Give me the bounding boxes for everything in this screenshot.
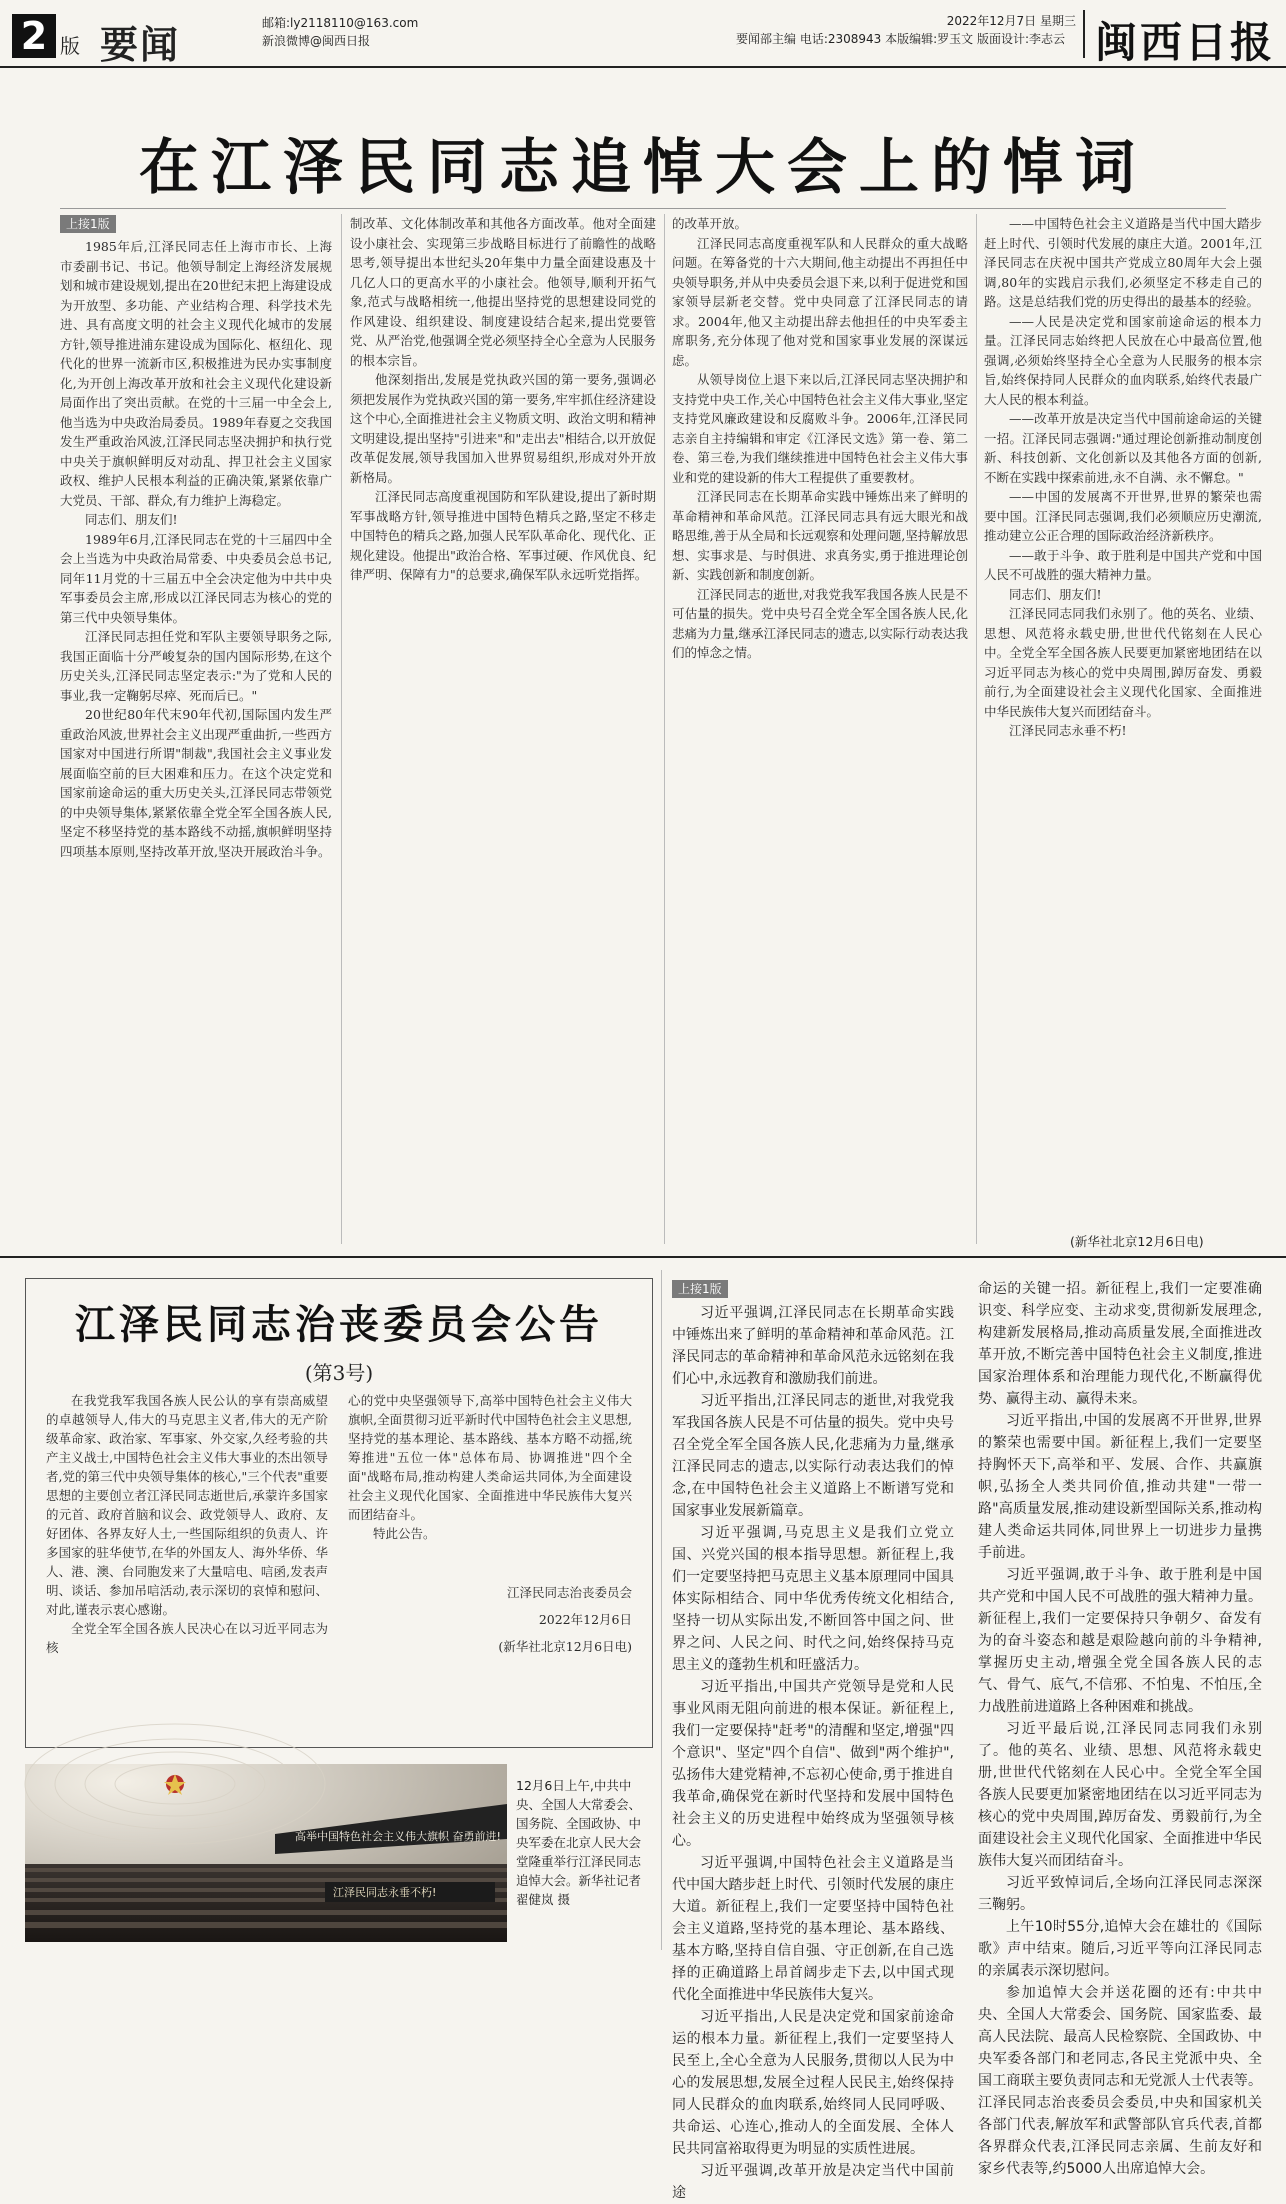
continued-tag: 上接1版	[60, 215, 116, 233]
hall-illustration	[25, 1764, 507, 1942]
issue-date: 2022年12月7日 星期三	[946, 14, 1076, 28]
paragraph: ——人民是决定党和国家前途命运的根本力量。江泽民同志始终把人民放在心中最高位置,他强调,必须始终坚持全心全意为人民服务的根本宗旨,始终保持同人民群众的血肉联系,始终代表最广大人民的根本利益。	[984, 313, 1262, 407]
memorial-photo	[25, 1764, 507, 1942]
continued-tag: 上接1版	[672, 1280, 728, 1298]
weibo: 新浪微博@闽西日报	[262, 34, 371, 48]
paragraph: 习近平致悼词后,全场向江泽民同志深深三鞠躬。	[978, 1875, 1262, 1913]
column-divider	[661, 1270, 662, 1950]
paragraph: 习近平最后说,江泽民同志同我们永别了。他的英名、业绩、思想、风范将永载史册,世世代代铭刻在人民心中。全党全军全国各族人民要更加紧密地团结在以习近平同志为核心的党中央周围,踔厉奋发、勇毅前行,为全面建设社会主义现代化国家、全面推进中华民族伟大复兴而团结奋斗。	[978, 1721, 1262, 1869]
column-divider	[341, 214, 342, 1244]
paragraph: ——中国的发展离不开世界,世界的繁荣也需要中国。江泽民同志强调,我们必须顺应历史潮流,推动建立公正合理的国际政治经济新秩序。	[984, 489, 1262, 543]
paragraph: 同志们、朋友们!	[85, 512, 178, 527]
paragraph: 江泽民同志担任党和军队主要领导职务之际,我国正面临十分严峻复杂的国内国际形势,在这个历史关头,江泽民同志坚定表示:"为了党和人民的事业,我一定鞠躬尽瘁、死而后已。"	[60, 629, 332, 703]
announcement-column-2	[348, 1391, 632, 1656]
eulogy-column-2	[350, 214, 656, 1234]
header-divider	[1083, 10, 1085, 58]
paragraph: 江泽民同志的逝世,对我党我军我国各族人民是不可估量的损失。党中央号召全党全军全国各族人民,化悲痛为力量,继承江泽民同志的遗志,以实际行动表达我们的悼念之情。	[672, 586, 968, 660]
paragraph: 1989年6月,江泽民同志在党的十三届四中全会上当选为中央政治局常委、中央委员会总书记,同年11月党的十三届五中全会决定他为中共中央军事委员会主席,形成以江泽民同志为核心的党的第三代中央领导集体。	[60, 531, 332, 625]
headline: 在江泽民同志追悼大会上的悼词	[139, 133, 1147, 203]
paragraph: 习近平指出,江泽民同志的逝世,对我党我军我国各族人民是不可估量的损失。党中央号召全党全军全国各族人民,化悲痛为力量,继承江泽民同志的遗志,以实际行动表达我们的悼念,在中国特色社会主义道路上不断谱写党和国家事业发展新篇章。	[672, 1393, 954, 1519]
paragraph: 习近平强调,改革开放是决定当代中国前途	[672, 2163, 954, 2201]
paragraph: 同志们、朋友们!	[1009, 586, 1102, 602]
announcement-signature: 江泽民同志治丧委员会	[506, 1585, 632, 1600]
paragraph: 上午10时55分,追悼大会在雄壮的《国际歌》声中结束。随后,习近平等向江泽民同志的亲属表示深切慰问。	[978, 1919, 1262, 1979]
page-unit: 版	[60, 34, 80, 58]
eulogy-column-4	[984, 214, 1262, 1224]
report-column-2	[978, 1278, 1262, 2177]
banner-top-text: 高举中国特色社会主义伟大旗帜 奋勇前进!	[295, 1830, 501, 1843]
paragraph: 习近平强调,中国特色社会主义道路是当代中国大踏步赶上时代、引领时代发展的康庄大道。新征程上,我们一定要坚持中国特色社会主义道路,坚持党的基本理论、基本路线、基本方略,坚持自信自强、守正创新,在自己选择的正确道路上昂首阔步走下去,以中国式现代化全面推进中华民族伟大复兴。	[672, 1855, 954, 2003]
email[interactable]: 邮箱:ly2118110@163.com	[262, 16, 419, 30]
masthead-logo: 闽西日报	[1095, 18, 1276, 67]
photo-caption: 12月6日上午,中共中央、全国人大常委会、国务院、全国政协、中央军委在北京人民大会堂隆重举行江泽民同志追悼大会。新华社记者 翟健岚 摄	[516, 1778, 642, 1907]
paragraph: 江泽民同志高度重视军队和人民群众的重大战略问题。在筹备党的十六大期间,他主动提出不再担任中央领导职务,并从中央委员会退下来,以利于促进党和国家领导层新老交替。党中央同意了江泽民同志的请求。2004年,他又主动提出辞去他担任的中央军委主席职务,充分体现了他对党和国家事业发展的深谋远虑。	[672, 235, 968, 368]
announcement-credit: (新华社北京12月6日电)	[498, 1639, 632, 1654]
paragraph: 制改革、文化体制改革和其他各方面改革。他对全面建设小康社会、实现第三步战略目标进行了前瞻性的战略思考,领导提出本世纪头20年集中力量全面建设惠及十几亿人口的更高水平的小康社会。他领导,顺利开拓气象,范式与战略相统一,他提出坚持党的思想建设同党的作风建设、组织建设、制度建设结合起来,提出党要管党、从严治党,他强调全党必须坚持全心全意为人民服务的根本宗旨。	[350, 216, 656, 368]
announcement-title: 江泽民同志治丧委员会公告	[75, 1301, 603, 1348]
paragraph: 的改革开放。	[672, 216, 748, 231]
eulogy-credit: (新华社北京12月6日电)	[1070, 1234, 1204, 1249]
announcement-box	[25, 1278, 653, 1748]
paragraph: 全党全军全国各族人民决心在以习近平同志为核	[46, 1621, 328, 1655]
paragraph: 习近平强调,马克思主义是我们立党立国、兴党兴国的根本指导思想。新征程上,我们一定要坚持把马克思主义基本原理同中国具体实际相结合、同中华优秀传统文化相结合,坚持一切从实际出发,不断回答中国之问、世界之问、人民之问、时代之问,始终保持马克思主义的蓬勃生机和旺盛活力。	[672, 1525, 954, 1673]
paragraph: 江泽民同志同我们永别了。他的英名、业绩、思想、风范将永载史册,世世代代铭刻在人民心中。全党全军全国各族人民要更加紧密地团结在以习近平同志为核心的党中央周围,踔厉奋发、勇毅前行,为全面建设社会主义现代化国家、全面推进中华民族伟大复兴而团结奋斗。	[984, 606, 1262, 719]
editors-line: 要闻部主编 电话:2308943 本版编辑:罗玉文 版面设计:李志云	[736, 32, 1066, 46]
paragraph: 江泽民同志高度重视国防和军队建设,提出了新时期军事战略方针,领导推进中国特色精兵之路,坚定不移走中国特色的精兵之路,加强人民军队革命化、现代化、正规化建设。他提出"政治合格、军事过硬、作风优良、纪律严明、保障有力"的总要求,确保军队永远听党指挥。	[350, 489, 656, 582]
paragraph: 特此公告。	[373, 1526, 436, 1541]
paragraph: 在我党我军我国各族人民公认的享有崇高威望的卓越领导人,伟大的马克思主义者,伟大的无产阶级革命家、政治家、军事家、外交家,久经考验的共产主义战士,中国特色社会主义伟大事业的杰出领导者,党的第三代中央领导集体的核心,"三个代表"重要思想的主要创立者江泽民同志逝世后,承蒙许多国家的元首、政府首脑和议会、政党领导人、政府、友好团体、各界友好人士,一些国际组织的负责人、许多国家的驻华使节,在华的外国友人、海外华侨、华人、港、澳、台同胞发来了大量唁电、唁函,发表声明、谈话、参加吊唁活动,表示深切的哀悼和慰问、对此,谨表示衷心感谢。	[46, 1393, 328, 1617]
paragraph: 习近平指出,人民是决定党和国家前途命运的根本力量。新征程上,我们一定要坚持人民至上,全心全意为人民服务,贯彻以人民为中心的发展思想,发展全过程人民民主,始终保持同人民群众的血肉联系,始终同人民同呼吸、共命运、心连心,推动人的全面发展、全体人民共同富裕取得更为明显的实质性进展。	[672, 2009, 954, 2157]
paragraph: 20世纪80年代末90年代初,国际国内发生严重政治风波,世界社会主义出现严重曲折,一些西方国家对中国进行所谓"制裁",我国社会主义事业发展面临空前的巨大困难和压力。在这个决定党和国家前途命运的重大历史关头,江泽民同志带领党的中央领导集体,紧紧依靠全党全军全国各族人民,坚定不移坚持党的基本路线不动摇,旗帜鲜明坚持四项基本原则,坚持改革开放,坚决开展政治斗争。	[60, 707, 332, 859]
report-column-1	[672, 1278, 954, 2201]
announcement-date: 2022年12月6日	[538, 1612, 632, 1627]
eulogy-column-1	[60, 214, 332, 1234]
column-divider	[664, 214, 665, 1244]
paragraph: 江泽民同志永垂不朽!	[1009, 723, 1127, 738]
banner-bottom-text: 江泽民同志永垂不朽!	[333, 1886, 437, 1899]
paragraph: ——改革开放是决定当代中国前途命运的关键一招。江泽民同志强调:"通过理论创新推动制度创新、科技创新、文化创新以及其他各方面的创新,不断在实践中探索前进,永不自满、永不懈怠。"	[984, 411, 1262, 485]
paragraph: 习近平指出,中国共产党领导是党和人民事业风雨无阻向前进的根本保证。新征程上,我们一定要保持"赶考"的清醒和坚定,增强"四个意识"、坚定"四个自信"、做到"两个维护",弘扬伟大建党精神,不忘初心使命,勇于推进自我革命,确保党在新时代坚持和发展中国特色社会主义的历史进程中始终成为坚强领导核心。	[672, 1679, 954, 1849]
paragraph: 1985年后,江泽民同志任上海市市长、上海市委副书记、书记。他领导制定上海经济发展规划和城市建设规划,提出在20世纪末把上海建设成为开放型、多功能、产业结构合理、科学技术先进、具有高度文明的社会主义现代化城市的发展方针,领导推进浦东建设成为国际化、枢纽化、现代化的世界一流新市区,积极推进为民办实事制度化,为开创上海改革开放和社会主义现代化建设新局面作出了突出贡献。在党的十三届一中全会上,他当选为中央政治局委员。1989年春夏之交我国发生严重政治风波,江泽民同志坚决拥护和执行党中央关于旗帜鲜明反对动乱、捍卫社会主义国家政权、维护人民根本利益的正确决策,紧紧依靠广大党员、干部、群众,有力维护上海稳定。	[60, 239, 332, 508]
issue-info	[736, 12, 1076, 48]
paragraph: 习近平强调,敢于斗争、敢于胜利是中国共产党和中国人民不可战胜的强大精神力量。新征程上,我们一定要保持只争朝夕、奋发有为的奋斗姿态和越是艰险越向前的斗争精神,掌握历史主动,增强全党全国各族人民的志气、骨气、底气,不信邪、不怕鬼、不怕压,全力战胜前进道路上各种困难和挑战。	[978, 1567, 1262, 1715]
contact-info	[262, 14, 418, 50]
section-separator	[0, 1256, 1286, 1258]
announcement-column-1	[46, 1391, 328, 1657]
page-header	[0, 0, 1286, 68]
column-divider	[976, 214, 977, 1244]
eulogy-column-3	[672, 214, 968, 1234]
paragraph: 他深刻指出,发展是党执政兴国的第一要务,强调必须把发展作为党执政兴国的第一要务,牢牢抓住经济建设这个中心,全面推进社会主义物质文明、政治文明和精神文明建设,提出坚持"引进来"和"走出去"相结合,以开放促改革促发展,领导我国加入世界贸易组织,形成对外开放新格局。	[350, 372, 656, 485]
page-number: 2	[12, 14, 56, 58]
paragraph: 参加追悼大会并送花圈的还有:中共中央、全国人大常委会、国务院、国家监委、最高人民法院、最高人民检察院、全国政协、中央军委各部门和老同志,各民主党派中央、全国工商联主要负责同志和无党派人士代表等。江泽民同志治丧委员会委员,中央和国家机关各部门代表,解放军和武警部队官兵代表,首都各界群众代表,江泽民同志亲属、生前友好和家乡代表等,约5000人出席追悼大会。	[978, 1985, 1262, 2177]
section-title: 要闻	[100, 23, 181, 67]
paragraph: 命运的关键一招。新征程上,我们一定要准确识变、科学应变、主动求变,贯彻新发展理念,构建新发展格局,推动高质量发展,全面推进改革开放,不断完善中国特色社会主义制度,推进国家治理体系和治理能力现代化,不断赢得优势、赢得主动、赢得未来。	[978, 1281, 1262, 1407]
paragraph: ——敢于斗争、敢于胜利是中国共产党和中国人民不可战胜的强大精神力量。	[984, 547, 1262, 582]
paragraph: 习近平指出,中国的发展离不开世界,世界的繁荣也需要中国。新征程上,我们一定要坚持胸怀天下,高举和平、发展、合作、共赢旗帜,弘扬全人类共同价值,推动共建"一带一路"高质量发展,推动建设新型国际关系,推动构建人类命运共同体,同世界上一切进步力量携手前进。	[978, 1413, 1262, 1561]
announcement-number: (第3号)	[304, 1361, 374, 1385]
paragraph: 江泽民同志在长期革命实践中锤炼出来了鲜明的革命精神和革命风范。江泽民同志具有远大眼光和战略思维,善于从全局和长远观察和处理问题,坚持解放思想、实事求是、与时俱进、求真务实,勇于推进理论创新、实践创新和制度创新。	[672, 489, 968, 582]
headline-rule	[60, 208, 1226, 209]
paragraph: 从领导岗位上退下来以后,江泽民同志坚决拥护和支持党中央工作,关心中国特色社会主义伟大事业,坚定支持党风廉政建设和反腐败斗争。2006年,江泽民同志亲自主持编辑和审定《江泽民文选》第一卷、第二卷、第三卷,为我们继续推进中国特色社会主义伟大事业和党的建设新的伟大工程提供了重要教材。	[672, 372, 968, 485]
paragraph: ——中国特色社会主义道路是当代中国大踏步赶上时代、引领时代发展的康庄大道。2001年,江泽民同志在庆祝中国共产党成立80周年大会上强调,80年的实践启示我们,必须坚定不移走自己的路。这是总结我们党的历史得出的最基本的经验。	[984, 216, 1262, 309]
paragraph: 心的党中央坚强领导下,高举中国特色社会主义伟大旗帜,全面贯彻习近平新时代中国特色社会主义思想,坚持党的基本理论、基本路线、基本方略不动摇,统筹推进"五位一体"总体布局、协调推进"四个全面"战略布局,推动构建人类命运共同体,为全面建设社会主义现代化国家、全面推进中华民族伟大复兴而团结奋斗。	[348, 1393, 632, 1522]
paragraph: 习近平强调,江泽民同志在长期革命实践中锤炼出来了鲜明的革命精神和革命风范。江泽民同志的革命精神和革命风范永远铭刻在我们心中,永远教育和激励我们前进。	[672, 1305, 954, 1387]
